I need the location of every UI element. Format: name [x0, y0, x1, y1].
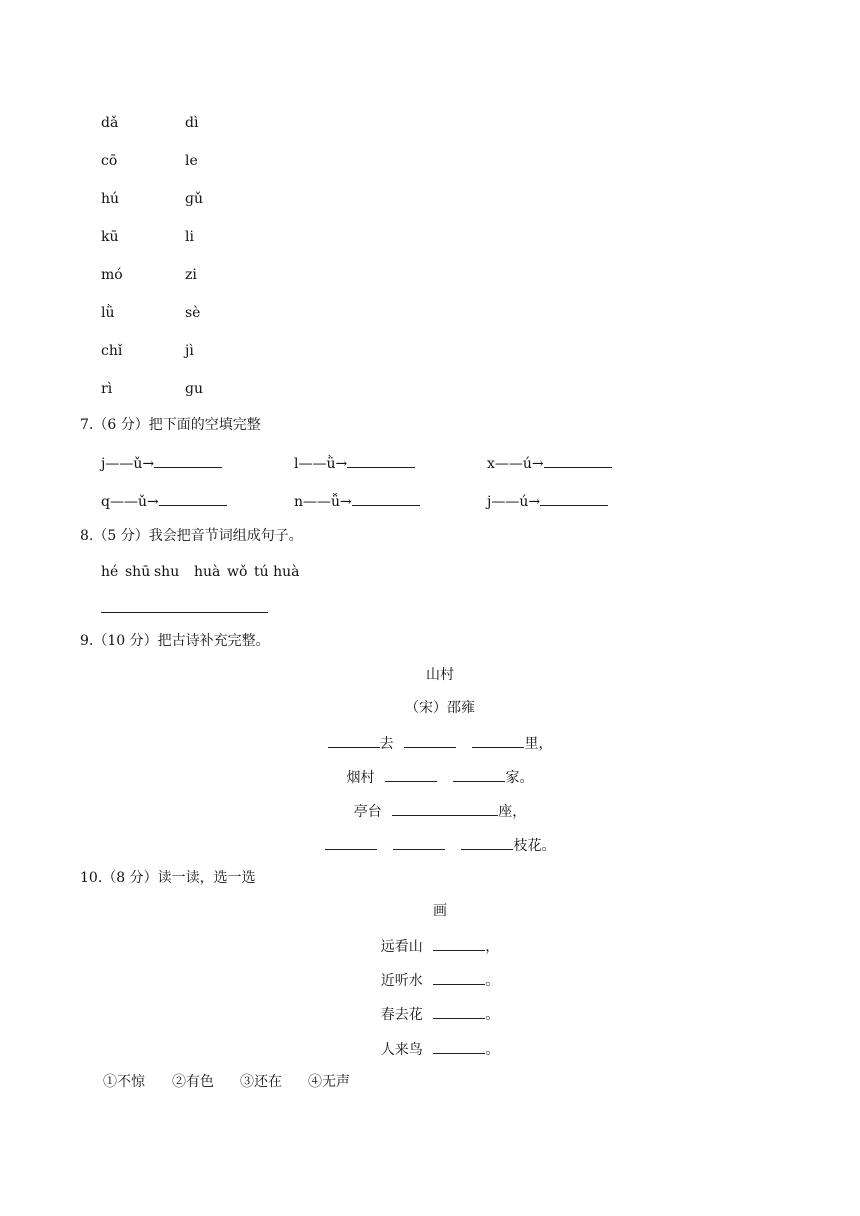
pinyin-left: cō — [101, 153, 118, 169]
answer-blank[interactable] — [540, 491, 608, 506]
pinyin-word: shū — [125, 564, 151, 580]
option-2[interactable]: ②有色 — [172, 1074, 214, 1090]
fill-item: x——ú→ — [487, 453, 612, 473]
answer-blank[interactable] — [328, 733, 380, 748]
answer-blank[interactable] — [347, 453, 415, 468]
answer-blank[interactable] — [433, 970, 485, 985]
answer-blank[interactable] — [472, 733, 524, 748]
answer-blank[interactable] — [404, 733, 456, 748]
pinyin-left: dǎ — [101, 115, 119, 131]
pinyin-word: hé — [101, 564, 119, 580]
poem-author: （宋）邵雍 — [405, 700, 475, 716]
pinyin-right: ɡǔ — [185, 191, 203, 207]
option-4[interactable]: ④无声 — [308, 1074, 350, 1090]
poem-line-3: 春去花 。 — [0, 1004, 860, 1024]
answer-blank[interactable] — [159, 491, 227, 506]
answer-blank[interactable] — [433, 936, 485, 951]
pinyin-right: jì — [185, 343, 194, 359]
pinyin-right: zi — [185, 267, 197, 283]
pinyin-word: huà — [194, 564, 221, 580]
sentence-answer-blank[interactable] — [101, 598, 268, 613]
pinyin-left: rì — [101, 381, 113, 397]
pinyin-right: ɡu — [185, 381, 203, 397]
answer-blank[interactable] — [352, 491, 420, 506]
option-3[interactable]: ③还在 — [240, 1074, 282, 1090]
answer-blank[interactable] — [154, 453, 222, 468]
answer-blank[interactable] — [433, 1004, 485, 1019]
poem-line-1: 去 里， — [0, 733, 860, 753]
pinyin-left: kū — [101, 229, 119, 245]
answer-blank[interactable] — [393, 835, 445, 850]
option-1[interactable]: ①不惊 — [103, 1074, 145, 1090]
poem-line-2: 近听水 。 — [0, 970, 860, 990]
fill-item: q——ǔ→ — [101, 491, 227, 511]
pinyin-word: tú huà — [254, 564, 300, 580]
answer-blank[interactable] — [433, 1039, 485, 1054]
answer-blank[interactable] — [392, 801, 498, 816]
answer-blank[interactable] — [385, 767, 437, 782]
poem-title: 画 — [433, 903, 447, 919]
pinyin-left: hú — [101, 191, 120, 207]
pinyin-right: le — [185, 153, 198, 169]
pinyin-left: mó — [101, 267, 123, 283]
pinyin-word: wǒ — [227, 564, 248, 580]
poem-title: 山村 — [426, 667, 454, 683]
poem-line-4: 人来鸟 。 — [0, 1039, 860, 1059]
pinyin-word: shu — [154, 564, 180, 580]
poem-line-3: 亭台 座， — [0, 801, 860, 821]
pinyin-right: li — [185, 229, 194, 245]
pinyin-right: sè — [185, 305, 201, 321]
question-9-heading: 9.（10 分）把古诗补充完整。 — [80, 633, 270, 649]
answer-blank[interactable] — [461, 835, 513, 850]
pinyin-right: dì — [185, 115, 199, 131]
fill-item: j——ú→ — [487, 491, 608, 511]
question-8-heading: 8.（5 分）我会把音节词组成句子。 — [80, 528, 303, 544]
answer-blank[interactable] — [325, 835, 377, 850]
poem-line-2: 烟村 家。 — [0, 767, 860, 787]
poem-line-1: 远看山 ， — [0, 936, 860, 956]
answer-blank[interactable] — [544, 453, 612, 468]
question-10-heading: 10.（8 分）读一读，选一选 — [80, 870, 256, 886]
fill-item: l——ǜ→ — [294, 453, 415, 473]
pinyin-left: chǐ — [101, 343, 123, 359]
answer-blank[interactable] — [453, 767, 505, 782]
fill-item: j——ǔ→ — [101, 453, 222, 473]
poem-line-4: 枝花。 — [0, 835, 860, 855]
pinyin-left: lǜ — [101, 305, 115, 321]
question-7-heading: 7.（6 分）把下面的空填完整 — [80, 417, 261, 433]
fill-item: n——ǚ→ — [294, 491, 420, 511]
